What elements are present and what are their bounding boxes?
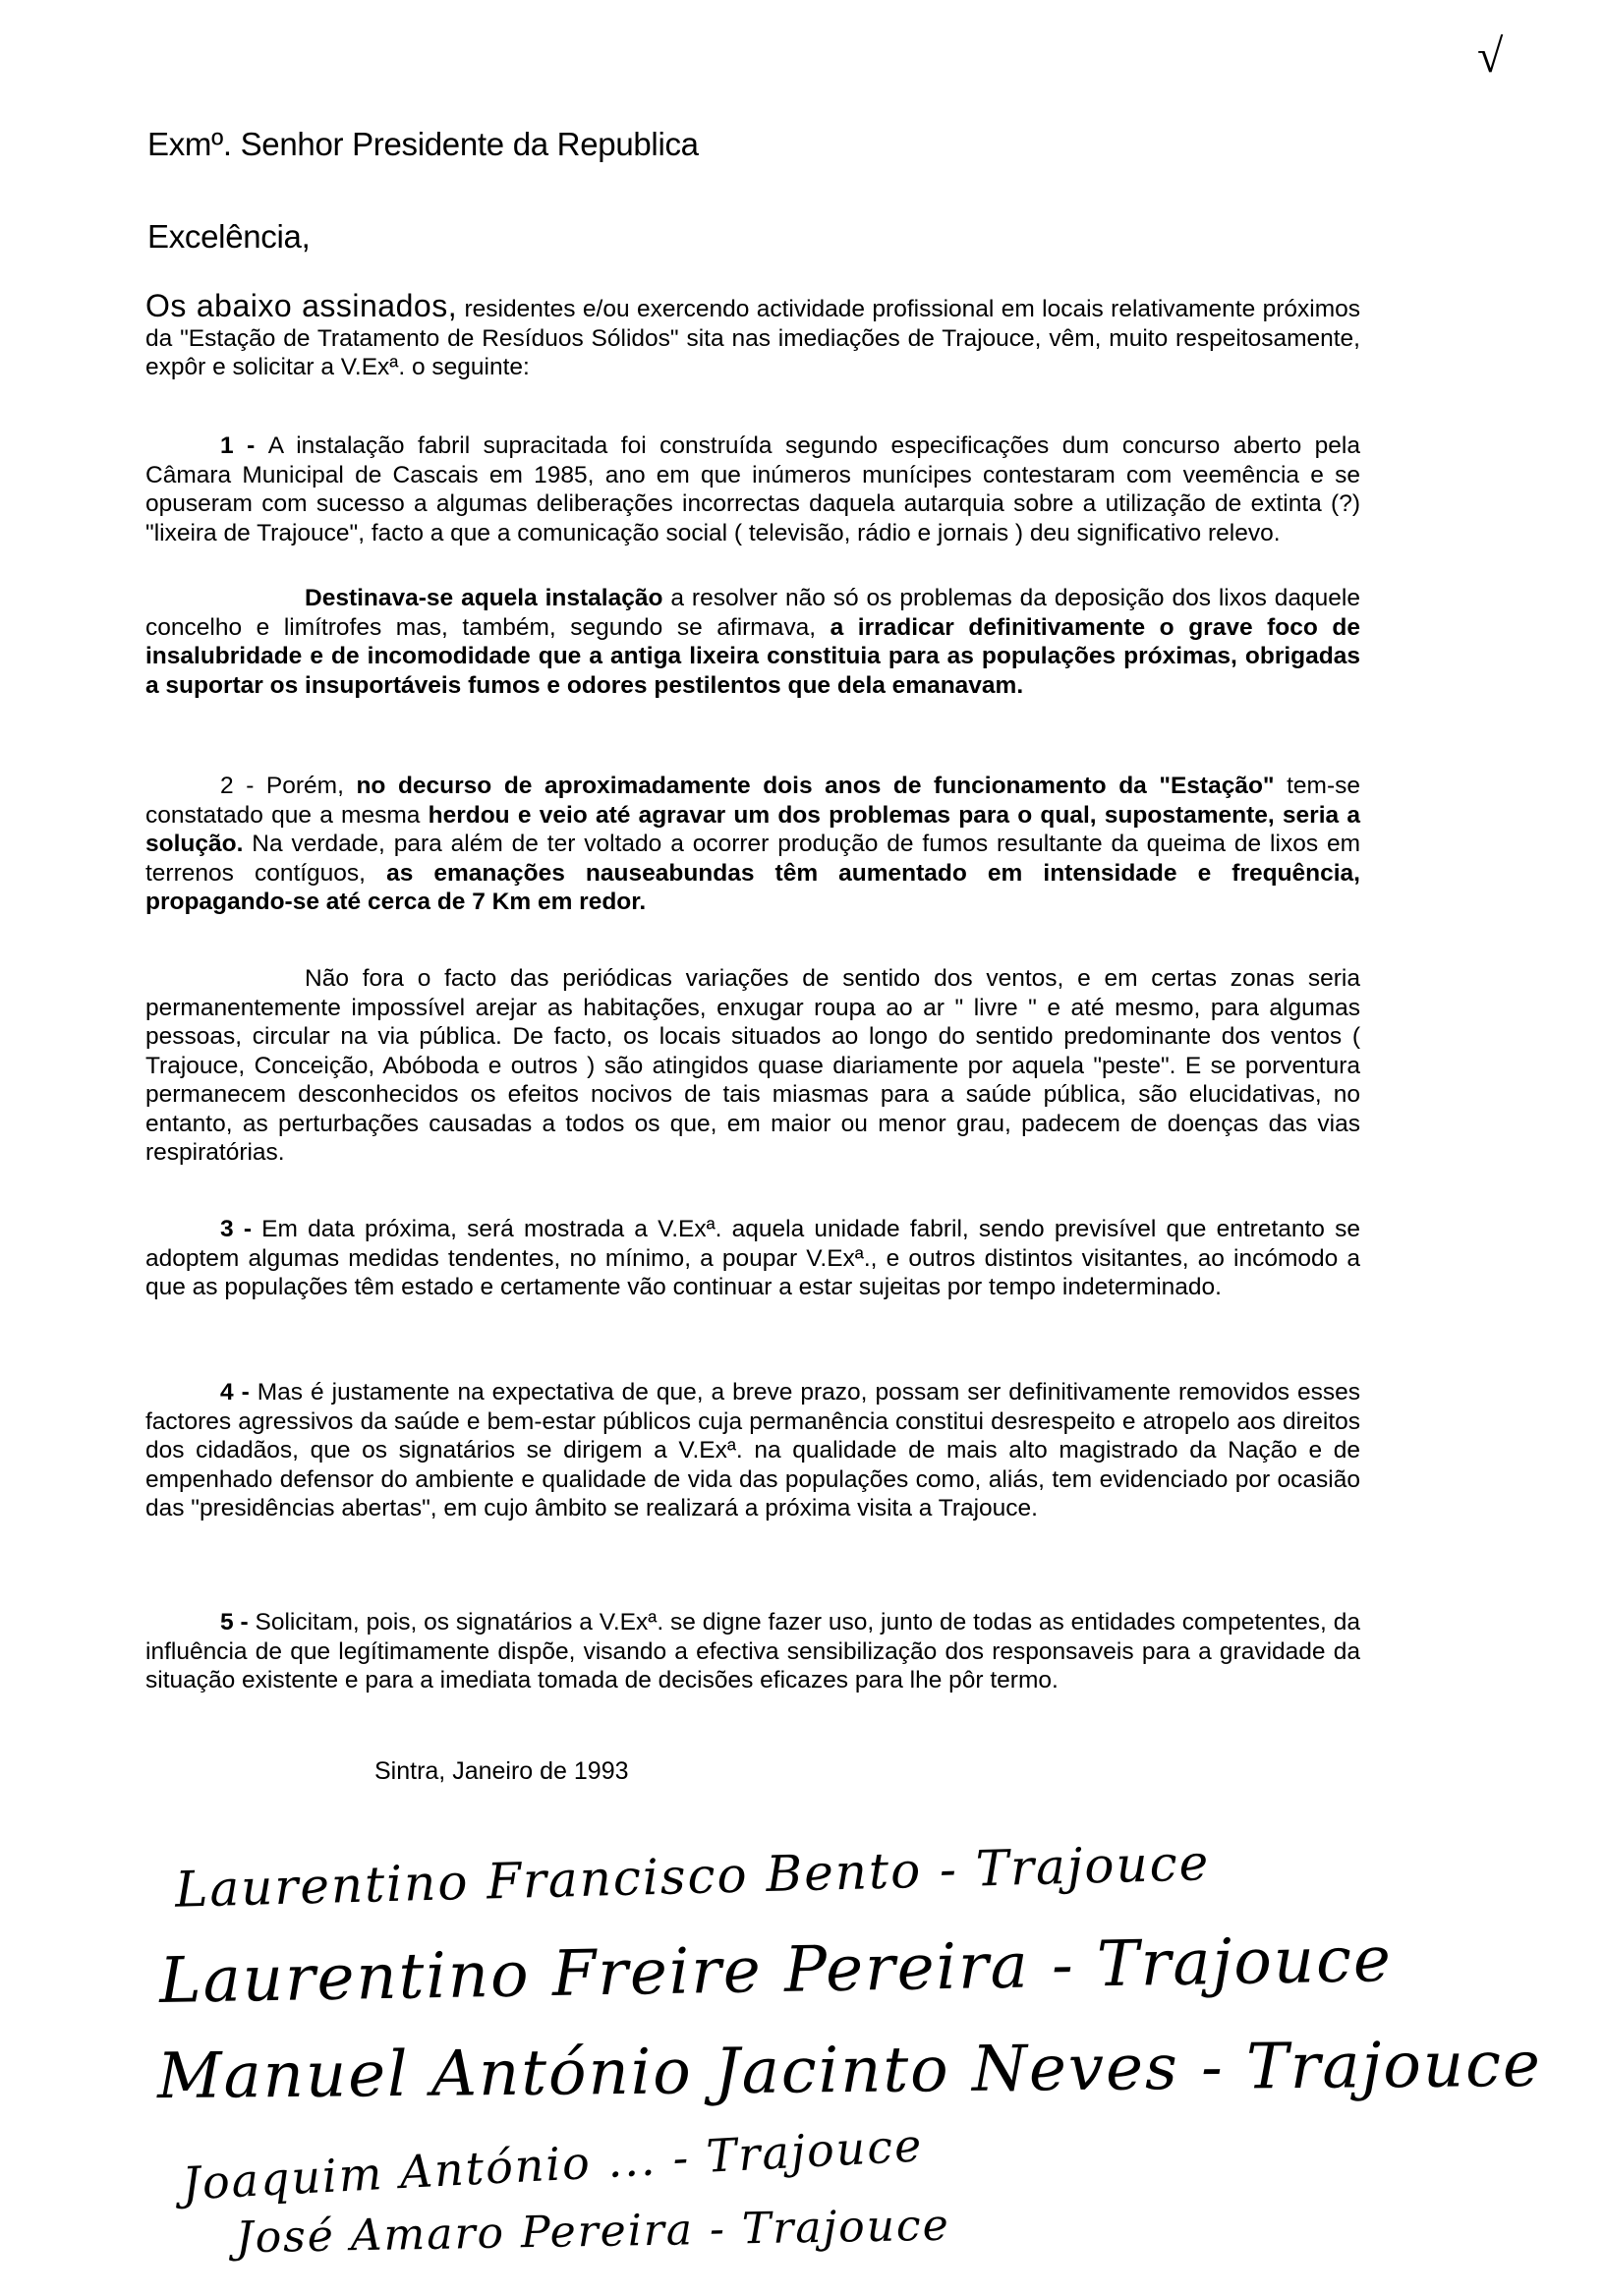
signature-2: Laurentino Freire Pereira - Trajouce bbox=[158, 1923, 1394, 2018]
point-2-bold-3: as emanações nauseabundas têm aumentado em intensidade e frequência, propagando-se até cerca de 7 Km em redor. bbox=[145, 859, 1360, 915]
signature-5: José Amaro Pereira - Trajouce bbox=[235, 2200, 951, 2264]
point-5-number: 5 - bbox=[220, 1609, 256, 1636]
intro-paragraph bbox=[145, 288, 1360, 382]
point-2-text-1: Porém, bbox=[265, 773, 357, 799]
intro-text: residentes e/ou exercendo actividade profissional em locais relativamente próximos da "Estação de Tratamento de Resíduos Sólidos" sita nas imediações de Trajouce, vêm, muito respeitosamente, expôr e solicitar a V.Exª. o seguinte: bbox=[145, 296, 1360, 380]
point-1-bold-tail: a irradicar definitivamente o grave foco de insalubridade e de incomodidade que a antiga lixeira constituia para as populações próximas, obrigadas a suportar os insuportáveis fumos e odores pestilentos que dela emanavam. bbox=[145, 613, 1360, 699]
point-1-paragraph bbox=[145, 431, 1360, 547]
point-3-text: Em data próxima, será mostrada a V.Exª. aquela unidade fabril, sendo previsível que entretanto se adoptem algumas medidas tendentes, no mínimo, a poupar V.Exª., e outros distintos visitantes, ao incómodo a que as populações têm estado e certamente vão continuar a estar sujeitas por tempo indeterminado. bbox=[145, 1216, 1360, 1300]
point-2-second-paragraph: Não fora o facto das periódicas variações de sentido dos ventos, e em certas zonas seria permanentemente impossível arejar as habitações, enxugar roupa ao ar " livre " e até mesmo, para algumas pessoas, circular na via pública. De facto, os locais situados ao longo do sentido predominante dos ventos ( Trajouce, Conceição, Abóboda e outros ) são atingidos quase diariamente por aquela "peste". E se porventura permanecem desconhecidos os efeitos nocivos de tais miasmas para a saúde pública, são elucidativas, no entanto, as perturbações causadas a todos os que, em maior ou menor grau, padecem de doenças das vias respiratórias. bbox=[145, 965, 1360, 1166]
date-line: Sintra, Janeiro de 1993 bbox=[374, 1757, 629, 1785]
point-4-paragraph bbox=[145, 1378, 1360, 1523]
point-4-text: Mas é justamente na expectativa de que, a breve prazo, possam ser definitivamente removidos esses factores agressivos da saúde e bem-estar públicos cuja permanência constitui desrespeito e atropelo aos direitos dos cidadãos, que os signatários se dirigem a V.Exª. na qualidade de mais alto magistrado da Nação e de empenhado defensor do ambiente e qualidade de vida das populações como, aliás, tem evidenciado por ocasião das "presidências abertas", em cujo âmbito se realizará a próxima visita a Trajouce. bbox=[145, 1379, 1360, 1521]
point-3-number: 3 - bbox=[220, 1216, 262, 1242]
point-2-number: 2 - bbox=[220, 773, 266, 799]
point-2-bold-2: herdou e veio até agravar um dos problemas para o qual, supostamente, seria a solução. bbox=[145, 801, 1361, 857]
point-2-text-3: Na verdade, para além de ter voltado a ocorrer produção de fumos resultante da queima de lixos em terrenos contíguos, bbox=[145, 831, 1360, 887]
point-5-paragraph bbox=[145, 1608, 1360, 1695]
signature-4: Joaquim António ... - Trajouce bbox=[181, 2118, 925, 2210]
point-5-text: Solicitam, pois, os signatários a V.Exª. se digne fazer uso, junto de todas as entidades competentes, da influência de que legítimamente dispõe, visando a efectiva sensibilização dos responsaveis para a gravidade da situação existente e para a imediata tomada de decisões eficazes para lhe pôr termo. bbox=[145, 1609, 1360, 1693]
point-1-number: 1 - bbox=[220, 432, 268, 459]
greeting: Excelência, bbox=[147, 218, 311, 255]
point-1-text: A instalação fabril supracitada foi construída segundo especificações dum concurso aberto pela Câmara Municipal de Cascais em 1985, ano em que inúmeros munícipes contestaram com veemência e se opuseram com sucesso a algumas deliberações incorrectas daquela autarquia sobre a utilização de extinta (?) "lixeira de Trajouce", facto a que a comunicação social ( televisão, rádio e jornais ) deu significativo relevo. bbox=[145, 432, 1361, 546]
point-2-paragraph bbox=[145, 772, 1360, 917]
point-3-paragraph bbox=[145, 1215, 1360, 1302]
signature-1: Laurentino Francisco Bento - Trajouce bbox=[174, 1834, 1211, 1919]
point-1-text-2: a resolver não só os problemas da deposição dos lixos daquele concelho e limítrofes mas, também, segundo se afirmava, bbox=[145, 585, 1360, 641]
point-2-bold-1: no decurso de aproximadamente dois anos de funcionamento da "Estação" bbox=[356, 773, 1275, 799]
point-4-number: 4 - bbox=[220, 1379, 258, 1406]
check-mark: √ bbox=[1477, 30, 1504, 83]
point-1-second-paragraph bbox=[145, 584, 1360, 700]
point-1-bold-lead: Destinava-se aquela instalação bbox=[305, 585, 663, 611]
point-2-text-2: tem-se constatado que a mesma bbox=[145, 773, 1360, 829]
signature-3: Manuel António Jacinto Neves - Trajouce bbox=[156, 2028, 1543, 2114]
intro-lead: Os abaixo assinados, bbox=[145, 288, 458, 323]
address-line: Exmº. Senhor Presidente da Republica bbox=[147, 126, 699, 162]
